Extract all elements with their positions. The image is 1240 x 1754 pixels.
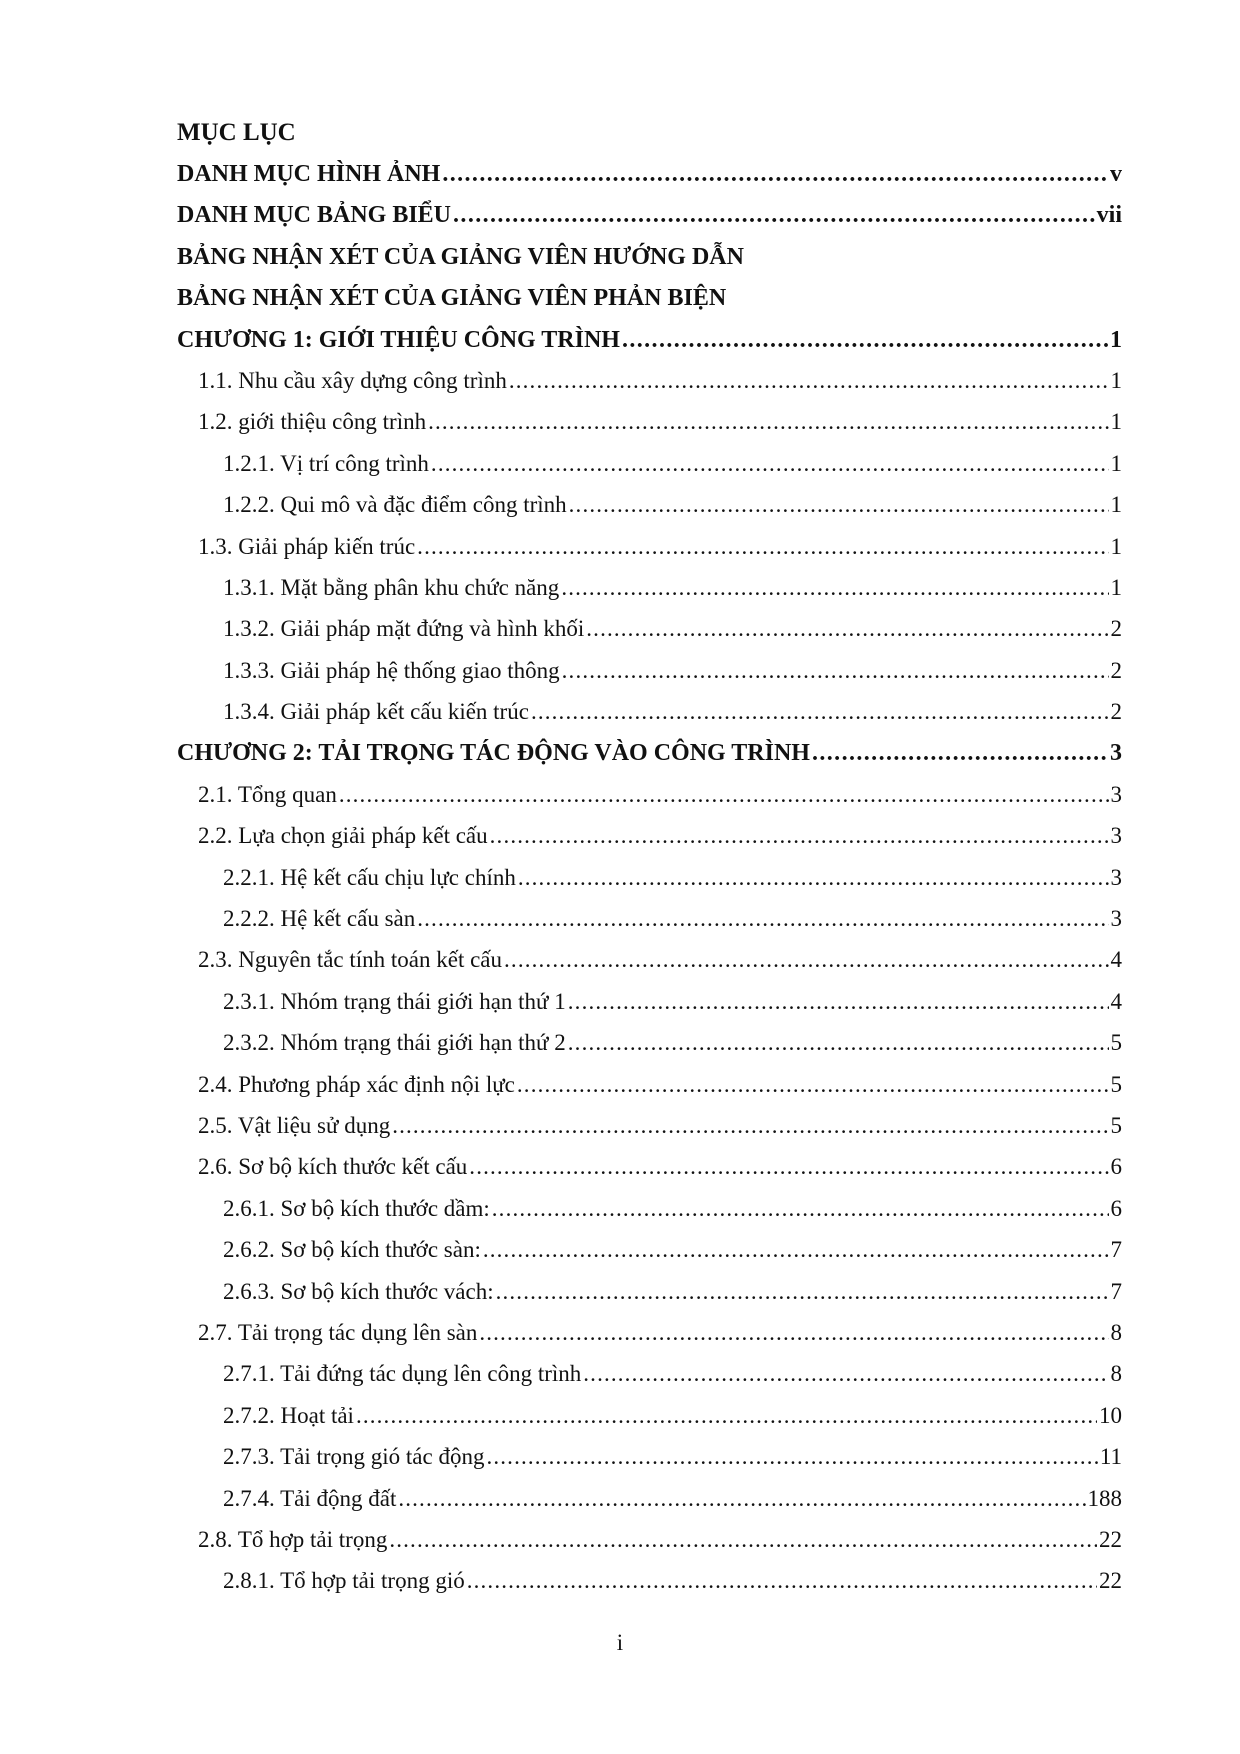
toc-entry[interactable] bbox=[0, 731, 1240, 772]
dot-leader bbox=[504, 946, 1108, 974]
dot-leader bbox=[509, 367, 1109, 395]
toc-entry-label: 2.6.1. Sơ bộ kích thước dầm: bbox=[223, 1195, 490, 1221]
toc-entry-page-number: 6 bbox=[1110, 1154, 1122, 1180]
dot-leader bbox=[518, 864, 1109, 892]
toc-entry[interactable] bbox=[0, 897, 1240, 938]
toc-entry[interactable] bbox=[0, 773, 1240, 814]
toc-entry[interactable] bbox=[0, 938, 1240, 979]
toc-entry-page-number: 1 bbox=[1110, 326, 1122, 353]
toc-entry-page-number: 10 bbox=[1099, 1402, 1122, 1428]
toc-entry-page-number: 3 bbox=[1110, 906, 1122, 932]
toc-entry-label: 1.2.2. Qui mô và đặc điểm công trình bbox=[223, 492, 567, 518]
toc-entry[interactable] bbox=[0, 400, 1240, 441]
toc-entry-page-number: 3 bbox=[1110, 740, 1122, 767]
toc-entry-page-number: 2 bbox=[1110, 657, 1122, 683]
page-number-footer: i bbox=[616, 1630, 624, 1655]
toc-entry-page-number: 22 bbox=[1099, 1526, 1122, 1552]
dot-leader bbox=[467, 1567, 1097, 1595]
dot-leader bbox=[586, 615, 1108, 643]
toc-entry-label: 1.1. Nhu cầu xây dựng công trình bbox=[198, 367, 507, 393]
toc-entry-page-number: 11 bbox=[1099, 1444, 1122, 1470]
dot-leader bbox=[431, 450, 1109, 478]
toc-entry[interactable] bbox=[0, 1104, 1240, 1145]
toc-entry[interactable] bbox=[0, 980, 1240, 1021]
toc-entry[interactable] bbox=[0, 235, 1240, 276]
toc-entry[interactable] bbox=[0, 1435, 1240, 1476]
dot-leader bbox=[486, 1443, 1097, 1471]
toc-entry[interactable] bbox=[0, 1021, 1240, 1062]
toc-entry-page-number: 1 bbox=[1110, 409, 1122, 435]
dot-leader bbox=[339, 781, 1109, 809]
dot-leader bbox=[531, 698, 1109, 726]
toc-entry-page-number: 1 bbox=[1110, 367, 1122, 393]
toc-entry[interactable] bbox=[0, 1145, 1240, 1186]
toc-entry-label: 2.7.3. Tải trọng gió tác động bbox=[223, 1444, 485, 1470]
toc-entry-page-number: 5 bbox=[1110, 1071, 1122, 1097]
toc-entry-label: 1.2. giới thiệu công trình bbox=[198, 409, 427, 435]
toc-entry[interactable] bbox=[0, 1477, 1240, 1518]
toc-entry-page-number: 4 bbox=[1110, 988, 1122, 1014]
toc-entry-label: 1.3.2. Giải pháp mặt đứng và hình khối bbox=[223, 616, 585, 642]
toc-entry[interactable] bbox=[0, 1311, 1240, 1352]
toc-entry-page-number: 22 bbox=[1099, 1568, 1122, 1594]
toc-entry-label: 2.7.4. Tải động đất bbox=[223, 1485, 397, 1511]
dot-leader bbox=[568, 988, 1109, 1016]
toc-entry[interactable] bbox=[0, 359, 1240, 400]
toc-entry-label: 1.3.4. Giải pháp kết cấu kiến trúc bbox=[223, 699, 529, 725]
dot-leader bbox=[517, 1071, 1109, 1099]
toc-entry[interactable] bbox=[0, 152, 1240, 193]
toc-entry-label: 2.6.3. Sơ bộ kích thước vách: bbox=[223, 1278, 494, 1304]
dot-leader bbox=[428, 408, 1108, 436]
toc-entry-label: 2.3.2. Nhóm trạng thái giới hạn thứ 2 bbox=[223, 1030, 566, 1056]
dot-leader bbox=[417, 905, 1108, 933]
toc-entry[interactable] bbox=[0, 1559, 1240, 1600]
toc-entry-page-number: v bbox=[1110, 161, 1122, 187]
toc-entry-label: 1.2.1. Vị trí công trình bbox=[223, 450, 429, 476]
toc-entry-label: 2.8.1. Tổ hợp tải trọng gió bbox=[223, 1568, 465, 1594]
toc-entry[interactable] bbox=[0, 1352, 1240, 1393]
toc-entry-page-number: 2 bbox=[1110, 616, 1122, 642]
toc-entry-page-number: 8 bbox=[1110, 1361, 1122, 1387]
toc-entry-page-number: 4 bbox=[1110, 947, 1122, 973]
toc-entry[interactable] bbox=[0, 856, 1240, 897]
toc-entry-label: 1.3.3. Giải pháp hệ thống giao thông bbox=[223, 657, 560, 683]
toc-entry[interactable] bbox=[0, 193, 1240, 234]
dot-leader bbox=[561, 574, 1108, 602]
toc-entry-label: 2.7. Tải trọng tác dụng lên sàn bbox=[198, 1319, 478, 1345]
toc-entry-label: 2.2. Lựa chọn giải pháp kết cấu bbox=[198, 823, 488, 849]
toc-entry-label: DANH MỤC BẢNG BIỂU bbox=[177, 202, 452, 229]
toc-entry[interactable] bbox=[0, 814, 1240, 855]
toc-entry-label: BẢNG NHẬN XÉT CỦA GIẢNG VIÊN PHẢN BIỆN bbox=[177, 285, 727, 312]
toc-entry-label: 2.3. Nguyên tắc tính toán kết cấu bbox=[198, 947, 503, 973]
toc-entry-label: BẢNG NHẬN XÉT CỦA GIẢNG VIÊN HƯỚNG DẪN bbox=[177, 243, 744, 270]
toc-entry[interactable] bbox=[0, 442, 1240, 483]
dot-leader bbox=[496, 1278, 1109, 1306]
dot-leader bbox=[490, 822, 1109, 850]
toc-entry[interactable] bbox=[0, 1063, 1240, 1104]
toc-entry-page-number: 188 bbox=[1087, 1485, 1122, 1511]
dot-leader bbox=[583, 1360, 1108, 1388]
table-of-contents bbox=[0, 152, 1240, 1601]
toc-entry-page-number: 1 bbox=[1110, 492, 1122, 518]
toc-entry-label: 2.5. Vật liệu sử dụng bbox=[198, 1112, 391, 1138]
toc-entry[interactable] bbox=[0, 525, 1240, 566]
dot-leader bbox=[812, 739, 1108, 767]
dot-leader bbox=[417, 533, 1108, 561]
dot-leader bbox=[562, 657, 1109, 685]
toc-entry-page-number: 5 bbox=[1110, 1112, 1122, 1138]
dot-leader bbox=[442, 160, 1108, 188]
toc-entry[interactable] bbox=[0, 690, 1240, 731]
toc-entry-page-number: 1 bbox=[1110, 450, 1122, 476]
dot-leader bbox=[469, 1153, 1108, 1181]
dot-leader bbox=[392, 1112, 1108, 1140]
toc-entry-page-number: 3 bbox=[1110, 781, 1122, 807]
toc-entry-label: 2.3.1. Nhóm trạng thái giới hạn thứ 1 bbox=[223, 988, 566, 1014]
toc-entry[interactable] bbox=[0, 607, 1240, 648]
toc-entry[interactable] bbox=[0, 649, 1240, 690]
toc-entry-page-number: 8 bbox=[1110, 1319, 1122, 1345]
toc-entry-label: 1.3.1. Mặt bằng phân khu chức năng bbox=[223, 574, 560, 600]
dot-leader bbox=[569, 491, 1109, 519]
toc-entry-label: 2.4. Phương pháp xác định nội lực bbox=[198, 1071, 515, 1097]
dot-leader bbox=[389, 1526, 1097, 1554]
toc-entry-label: DANH MỤC HÌNH ẢNH bbox=[177, 161, 441, 187]
toc-entry-page-number: 3 bbox=[1110, 823, 1122, 849]
toc-entry[interactable] bbox=[0, 318, 1240, 359]
toc-entry-label: 2.2.2. Hệ kết cấu sàn bbox=[223, 906, 416, 932]
toc-entry-page-number: 1 bbox=[1110, 574, 1122, 600]
toc-entry[interactable] bbox=[0, 1270, 1240, 1311]
toc-entry-page-number: 7 bbox=[1110, 1278, 1122, 1304]
toc-entry-label: 2.2.1. Hệ kết cấu chịu lực chính bbox=[223, 864, 516, 890]
dot-leader bbox=[453, 201, 1095, 229]
dot-leader bbox=[492, 1195, 1109, 1223]
toc-entry[interactable] bbox=[0, 1518, 1240, 1559]
toc-entry[interactable] bbox=[0, 1394, 1240, 1435]
toc-entry[interactable] bbox=[0, 1228, 1240, 1269]
toc-entry-label: 1.3. Giải pháp kiến trúc bbox=[198, 533, 416, 559]
toc-entry-page-number: vii bbox=[1096, 202, 1122, 229]
dot-leader bbox=[483, 1236, 1109, 1264]
dot-leader bbox=[479, 1319, 1108, 1347]
toc-entry-label: 2.6. Sơ bộ kích thước kết cấu bbox=[198, 1154, 468, 1180]
toc-entry[interactable] bbox=[0, 276, 1240, 317]
toc-entry-label: CHƯƠNG 2: TẢI TRỌNG TÁC ĐỘNG VÀO CÔNG TRÌNH bbox=[177, 740, 810, 767]
toc-entry-page-number: 6 bbox=[1110, 1195, 1122, 1221]
toc-entry[interactable] bbox=[0, 566, 1240, 607]
toc-entry-page-number: 1 bbox=[1110, 533, 1122, 559]
toc-entry-page-number: 3 bbox=[1110, 864, 1122, 890]
toc-title: MỤC LỤC bbox=[177, 119, 296, 146]
toc-entry-page-number: 5 bbox=[1110, 1030, 1122, 1056]
toc-entry-page-number: 2 bbox=[1110, 699, 1122, 725]
toc-entry-page-number: 7 bbox=[1110, 1237, 1122, 1263]
dot-leader bbox=[398, 1485, 1085, 1513]
toc-entry-label: 2.7.1. Tải đứng tác dụng lên công trình bbox=[223, 1361, 582, 1387]
dot-leader bbox=[622, 326, 1108, 354]
toc-entry-label: 2.6.2. Sơ bộ kích thước sàn: bbox=[223, 1237, 481, 1263]
toc-entry[interactable] bbox=[0, 483, 1240, 524]
toc-entry-label: 2.1. Tổng quan bbox=[198, 781, 337, 807]
dot-leader bbox=[568, 1029, 1109, 1057]
toc-entry[interactable] bbox=[0, 1187, 1240, 1228]
toc-entry-label: 2.7.2. Hoạt tải bbox=[223, 1402, 354, 1428]
toc-entry-label: CHƯƠNG 1: GIỚI THIỆU CÔNG TRÌNH bbox=[177, 326, 620, 353]
dot-leader bbox=[356, 1402, 1097, 1430]
toc-entry-label: 2.8. Tổ hợp tải trọng bbox=[198, 1526, 388, 1552]
